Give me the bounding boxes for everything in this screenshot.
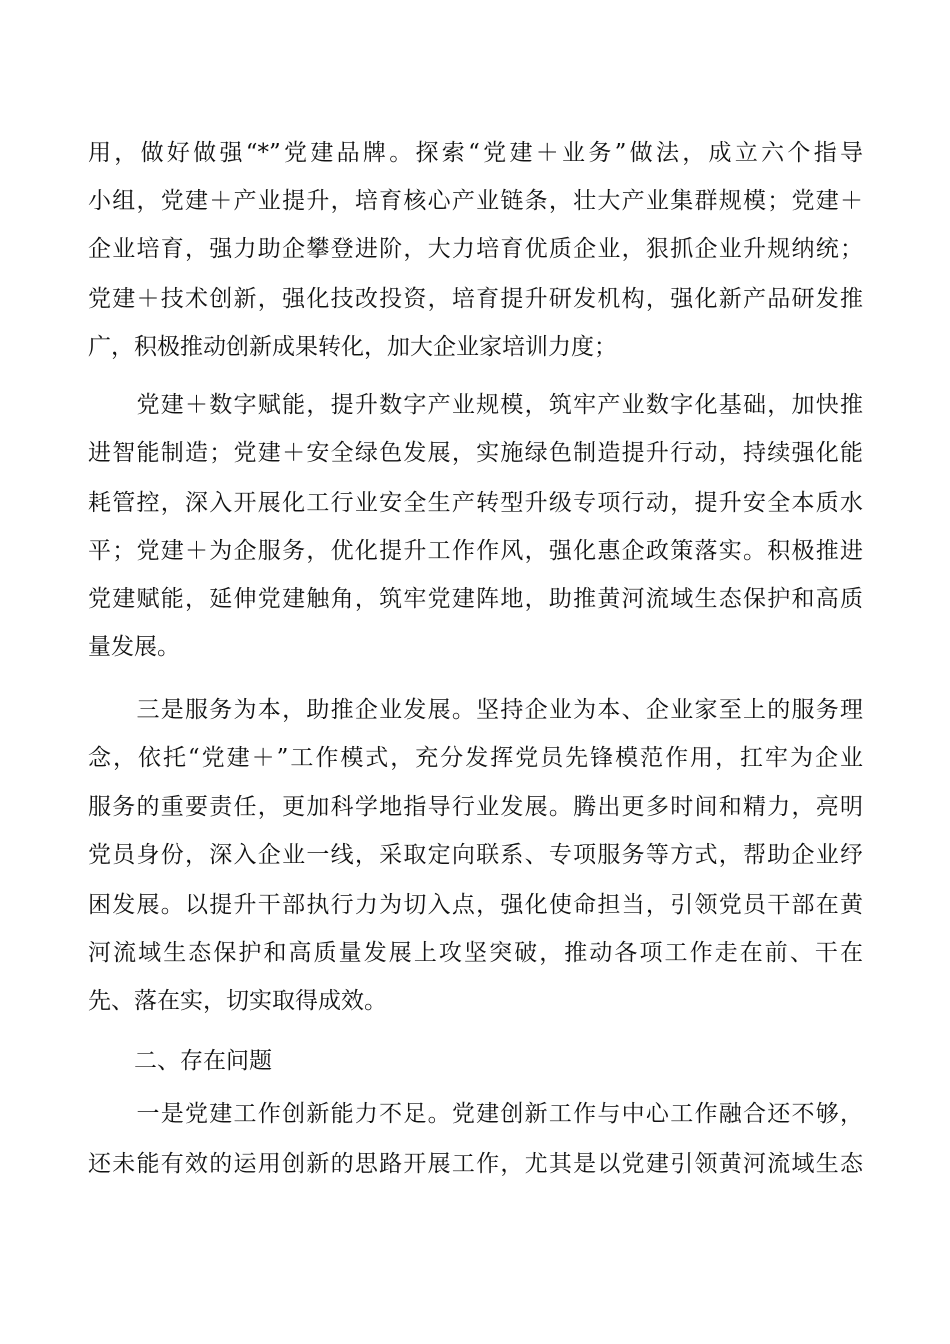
text-line: 党员身份，深入企业一线，采取定向联系、专项服务等方式，帮助企业纾 bbox=[88, 842, 863, 868]
text-line: 党建赋能，延伸党建触角，筑牢党建阵地，助推黄河流域生态保护和高质 bbox=[88, 586, 863, 612]
text-line: 服务的重要责任，更加科学地指导行业发展。腾出更多时间和精力，亮明 bbox=[88, 794, 863, 820]
text-line: 小组，党建＋产业提升，培育核心产业链条，壮大产业集群规模；党建＋ bbox=[88, 188, 863, 214]
text-line: 三是服务为本，助推企业发展。坚持企业为本、企业家至上的服务理 bbox=[88, 697, 863, 723]
text-line: 先、落在实，切实取得成效。 bbox=[88, 988, 387, 1014]
text-line: 还未能有效的运用创新的思路开展工作，尤其是以党建引领黄河流域生态 bbox=[88, 1151, 863, 1177]
text-line: 河流域生态保护和高质量发展上攻坚突破，推动各项工作走在前、干在 bbox=[88, 940, 863, 966]
text-line: 企业培育，强力助企攀登进阶，大力培育优质企业，狠抓企业升规纳统； bbox=[88, 236, 863, 262]
text-line: 党建＋数字赋能，提升数字产业规模，筑牢产业数字化基础，加快推 bbox=[88, 392, 863, 418]
text-line: 困发展。以提升干部执行力为切入点，强化使命担当，引领党员干部在黄 bbox=[88, 892, 863, 918]
text-line: 进智能制造；党建＋安全绿色发展，实施绿色制造提升行动，持续强化能 bbox=[88, 440, 863, 466]
section-heading: 二、存在问题 bbox=[88, 1048, 272, 1074]
text-line: 平；党建＋为企服务，优化提升工作作风，强化惠企政策落实。积极推进 bbox=[88, 538, 863, 564]
text-line: 一是党建工作创新能力不足。党建创新工作与中心工作融合还不够， bbox=[88, 1101, 863, 1127]
text-line: 耗管控，深入开展化工行业安全生产转型升级专项行动，提升安全本质水 bbox=[88, 490, 863, 516]
text-line: 广，积极推动创新成果转化，加大企业家培训力度； bbox=[88, 334, 617, 360]
text-line: 用，做好做强“*”党建品牌。探索“党建＋业务”做法，成立六个指导 bbox=[88, 140, 863, 166]
text-line: 念，依托“党建＋”工作模式，充分发挥党员先锋模范作用，扛牢为企业 bbox=[88, 745, 863, 771]
text-line: 党建＋技术创新，强化技改投资，培育提升研发机构，强化新产品研发推 bbox=[88, 286, 863, 312]
text-line: 量发展。 bbox=[88, 634, 180, 660]
